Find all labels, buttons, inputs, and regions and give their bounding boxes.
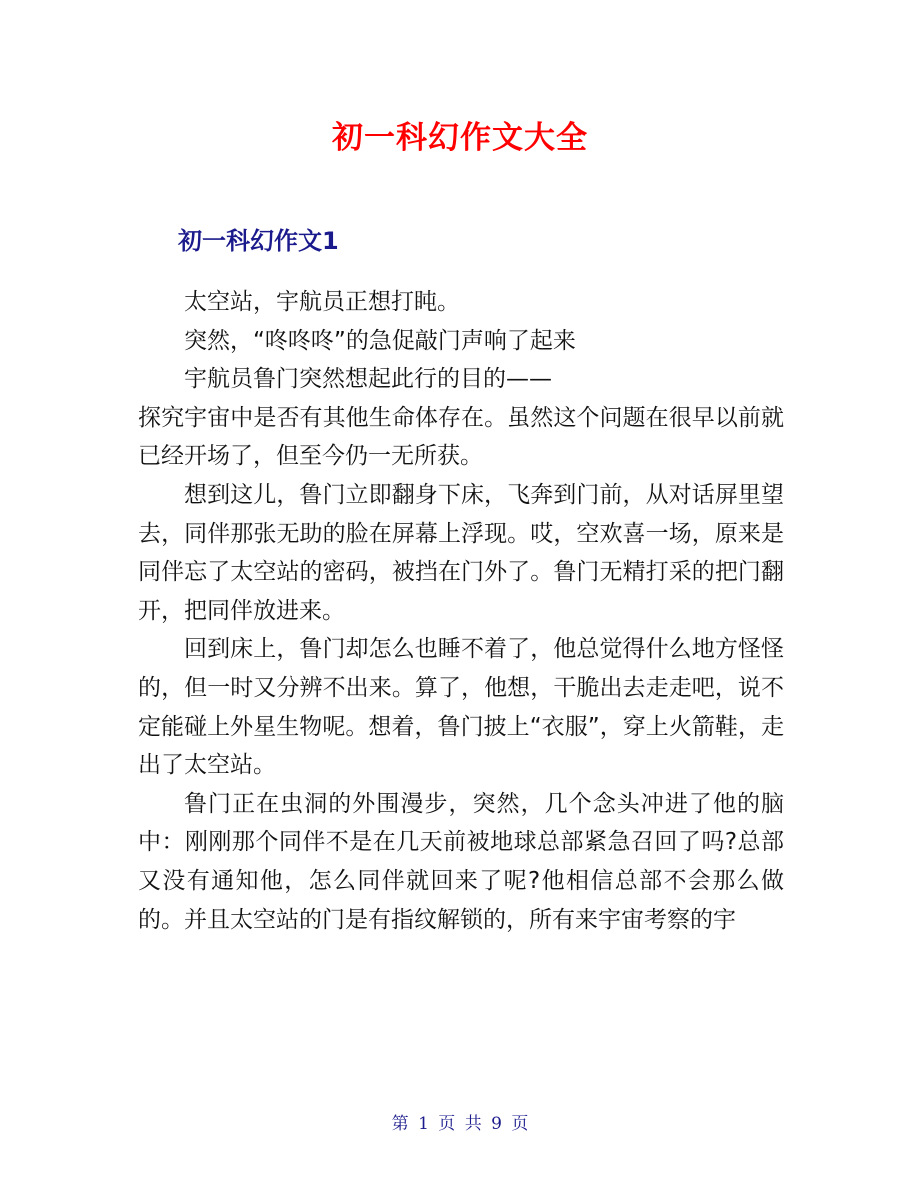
paragraph: 鲁门正在虫洞的外围漫步，突然，几个念头冲进了他的脑中：刚刚那个同伴不是在几天前被地球总部紧急召回了吗?总部又没有通知他，怎么同伴就回来了呢?他相信总部不会那么做的。并且太空站的门是有指纹解锁的，所有来宇宙考察的宇: [138, 790, 784, 933]
paragraph: 想到这儿，鲁门立即翻身下床，飞奔到门前，从对话屏里望去，同伴那张无助的脸在屏幕上浮现。哎，空欢喜一场，原来是同伴忘了太空站的密码，被挡在门外了。鲁门无精打采的把门翻开，把同伴放进来。: [138, 481, 784, 624]
paragraph: 宇航员鲁门突然想起此行的目的——: [184, 366, 552, 393]
paragraph: 回到床上，鲁门却怎么也睡不着了，他总觉得什么地方怪怪的，但一时又分辨不出来。算了，他想，干脆出去走走吧，说不定能碰上外星生物呢。想着，鲁门披上“衣服”，穿上火箭鞋，走出了太空站。: [138, 636, 784, 779]
paragraph: 突然，“咚咚咚”的急促敲门声响了起来: [184, 327, 576, 354]
page-footer: 第 1 页 共 9 页: [391, 1114, 529, 1134]
article-body: [138, 283, 784, 939]
document-title: 初一科幻作文大全: [332, 120, 588, 156]
paragraph: 太空站，宇航员正想打盹。: [184, 289, 460, 315]
paragraph: 探究宇宙中是否有其他生命体存在。虽然这个问题在很早以前就已经开场了，但至今仍一无所获。: [138, 404, 784, 470]
section-heading: 初一科幻作文1: [178, 227, 339, 255]
